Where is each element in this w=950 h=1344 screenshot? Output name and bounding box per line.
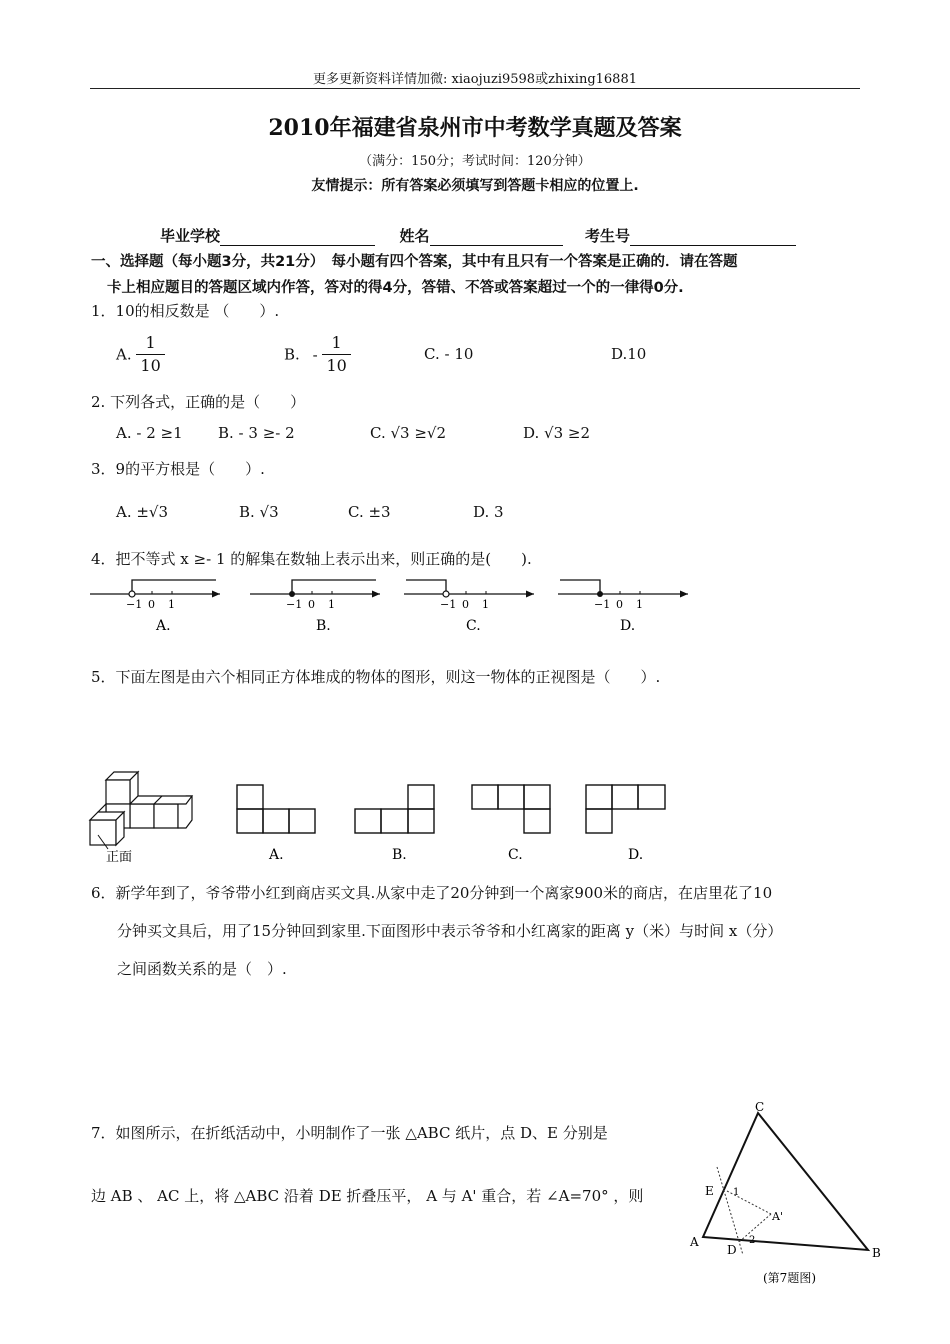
- tick-label-0: 0: [616, 598, 623, 611]
- q4-option-a: A.: [156, 618, 171, 634]
- q3-option-b: B. √3: [239, 503, 279, 521]
- q3-stem: 3．9的平方根是（ ）.: [91, 460, 265, 478]
- q4-option-b: B.: [316, 618, 331, 634]
- tick-label-neg1: −1: [440, 598, 457, 611]
- tick-label-neg1: −1: [126, 598, 143, 611]
- tick-label-0: 0: [462, 598, 469, 611]
- q5-figures: [70, 765, 690, 870]
- exam-info: （满分：150分；考试时间：120分钟）: [359, 154, 591, 169]
- triangle-abc: [703, 1113, 868, 1250]
- page-title: 2010年福建省泉州市中考数学真题及答案: [268, 115, 682, 141]
- label-e: E: [705, 1184, 714, 1198]
- header-rule: [90, 88, 860, 89]
- tick-label-1: 1: [328, 598, 335, 611]
- front-label: 正面: [106, 850, 133, 865]
- q5-option-d: D.: [628, 847, 644, 863]
- q4-option-d: D.: [620, 618, 636, 634]
- school-blank[interactable]: [220, 229, 375, 246]
- q2-stem: 2. 下列各式，正确的是（ ）: [91, 393, 306, 411]
- q1-stem: 1．10的相反数是 （ ）.: [91, 302, 280, 320]
- tick-label-0: 0: [308, 598, 315, 611]
- q1-option-c: C. - 10: [424, 345, 474, 363]
- q6-line-2: 分钟买文具后，用了15分钟回到家里.下面图形中表示爷爷和小红离家的距离 y（米）与时间 x（分）: [117, 922, 783, 940]
- q3-option-d: D. 3: [473, 503, 504, 521]
- tick-label-1: 1: [168, 598, 175, 611]
- q2-option-c: C. √3 ≥√2: [370, 424, 447, 442]
- number-line-c: [404, 580, 534, 634]
- q3-option-c: C. ±3: [348, 503, 391, 521]
- q4-number-lines: [88, 572, 698, 642]
- tick-label-0: 0: [148, 598, 155, 611]
- q5-option-c: C.: [508, 847, 523, 863]
- q5-stem: 5．下面左图是由六个相同正方体堆成的物体的图形，则这一物体的正视图是（ ）.: [91, 668, 661, 686]
- q4-stem: 4．把不等式 x ≥- 1 的解集在数轴上表示出来，则正确的是( ).: [91, 550, 532, 568]
- q2-option-b: B. - 3 ≥- 2: [218, 424, 295, 442]
- q6-line-3: 之间函数关系的是（ ）.: [117, 960, 287, 978]
- school-label: 毕业学校: [160, 227, 221, 245]
- tick-label-1: 1: [482, 598, 489, 611]
- q5-option-b: B.: [392, 847, 407, 863]
- q1-option-d: D.10: [611, 345, 647, 363]
- section1-heading-2: 卡上相应题目的答题区域内作答，答对的得4分，答错、不答或答案超过一个的一律得0分.: [107, 280, 684, 296]
- q2-option-d: D. √3 ≥2: [523, 424, 591, 442]
- exam-no-blank[interactable]: [630, 229, 796, 246]
- q5-option-a: A.: [269, 847, 284, 863]
- angle-1-label: 1: [733, 1187, 740, 1198]
- q4-option-c: C.: [466, 618, 481, 634]
- angle-2-label: 2: [749, 1235, 756, 1246]
- label-a-prime: A': [772, 1210, 783, 1223]
- q3-option-a: A. ±√3: [116, 503, 169, 521]
- number-line-b: [250, 580, 380, 634]
- number-line-d: [558, 580, 688, 634]
- cube-stack-figure: [90, 772, 192, 849]
- q1-a-fraction: $\frac{1}{10}$: [136, 332, 164, 377]
- page-header: 更多更新资料详情加微: xiaojuzi9598或zhixing16881: [313, 72, 637, 87]
- q1-b-fraction: $\frac{1}{10}$: [322, 332, 350, 377]
- q7-line-1: 7．如图所示，在折纸活动中，小明制作了一张 △ABC 纸片，点 D、E 分别是: [91, 1124, 608, 1142]
- section1-heading: 一、选择题（每小题3分，共21分） 每小题有四个答案，其中有且只有一个答案是正确的．请在答题: [91, 254, 738, 270]
- view-option-a: [237, 785, 315, 833]
- name-label: 姓名: [399, 227, 430, 245]
- q7-figure: [685, 1095, 890, 1295]
- view-option-d: [586, 785, 665, 833]
- info-fields: [160, 225, 796, 246]
- q1-option-b: B. - $\frac{1}{10}$: [284, 332, 351, 377]
- figure-caption: (第7题图): [763, 1271, 816, 1285]
- tick-label-neg1: −1: [594, 598, 611, 611]
- label-c: C: [755, 1100, 765, 1114]
- q1-b-label: B.: [284, 345, 300, 364]
- number-line-a: [90, 580, 220, 634]
- exam-no-label: 考生号: [584, 227, 630, 245]
- label-b: B: [872, 1246, 881, 1260]
- q1-a-label: A.: [116, 345, 132, 364]
- tick-label-neg1: −1: [286, 598, 303, 611]
- tip: 友情提示：所有答案必须填写到答题卡相应的位置上.: [311, 178, 639, 194]
- label-d: D: [727, 1243, 737, 1257]
- q6-line-1: 6．新学年到了，爷爷带小红到商店买文具.从家中走了20分钟到一个离家900米的商店，在店里花了10: [91, 884, 773, 902]
- q1-option-a: [116, 332, 165, 377]
- view-option-b: [355, 785, 434, 833]
- tick-label-1: 1: [636, 598, 643, 611]
- name-blank[interactable]: [430, 229, 563, 246]
- label-a: A: [690, 1235, 699, 1249]
- q2-option-a: A. - 2 ≥1: [116, 424, 183, 442]
- view-option-c: [472, 785, 550, 833]
- q7-line-2: 边 AB 、 AC 上，将 △ABC 沿着 DE 折叠压平， A 与 A' 重合，若 ∠A=70° ，则: [91, 1187, 644, 1205]
